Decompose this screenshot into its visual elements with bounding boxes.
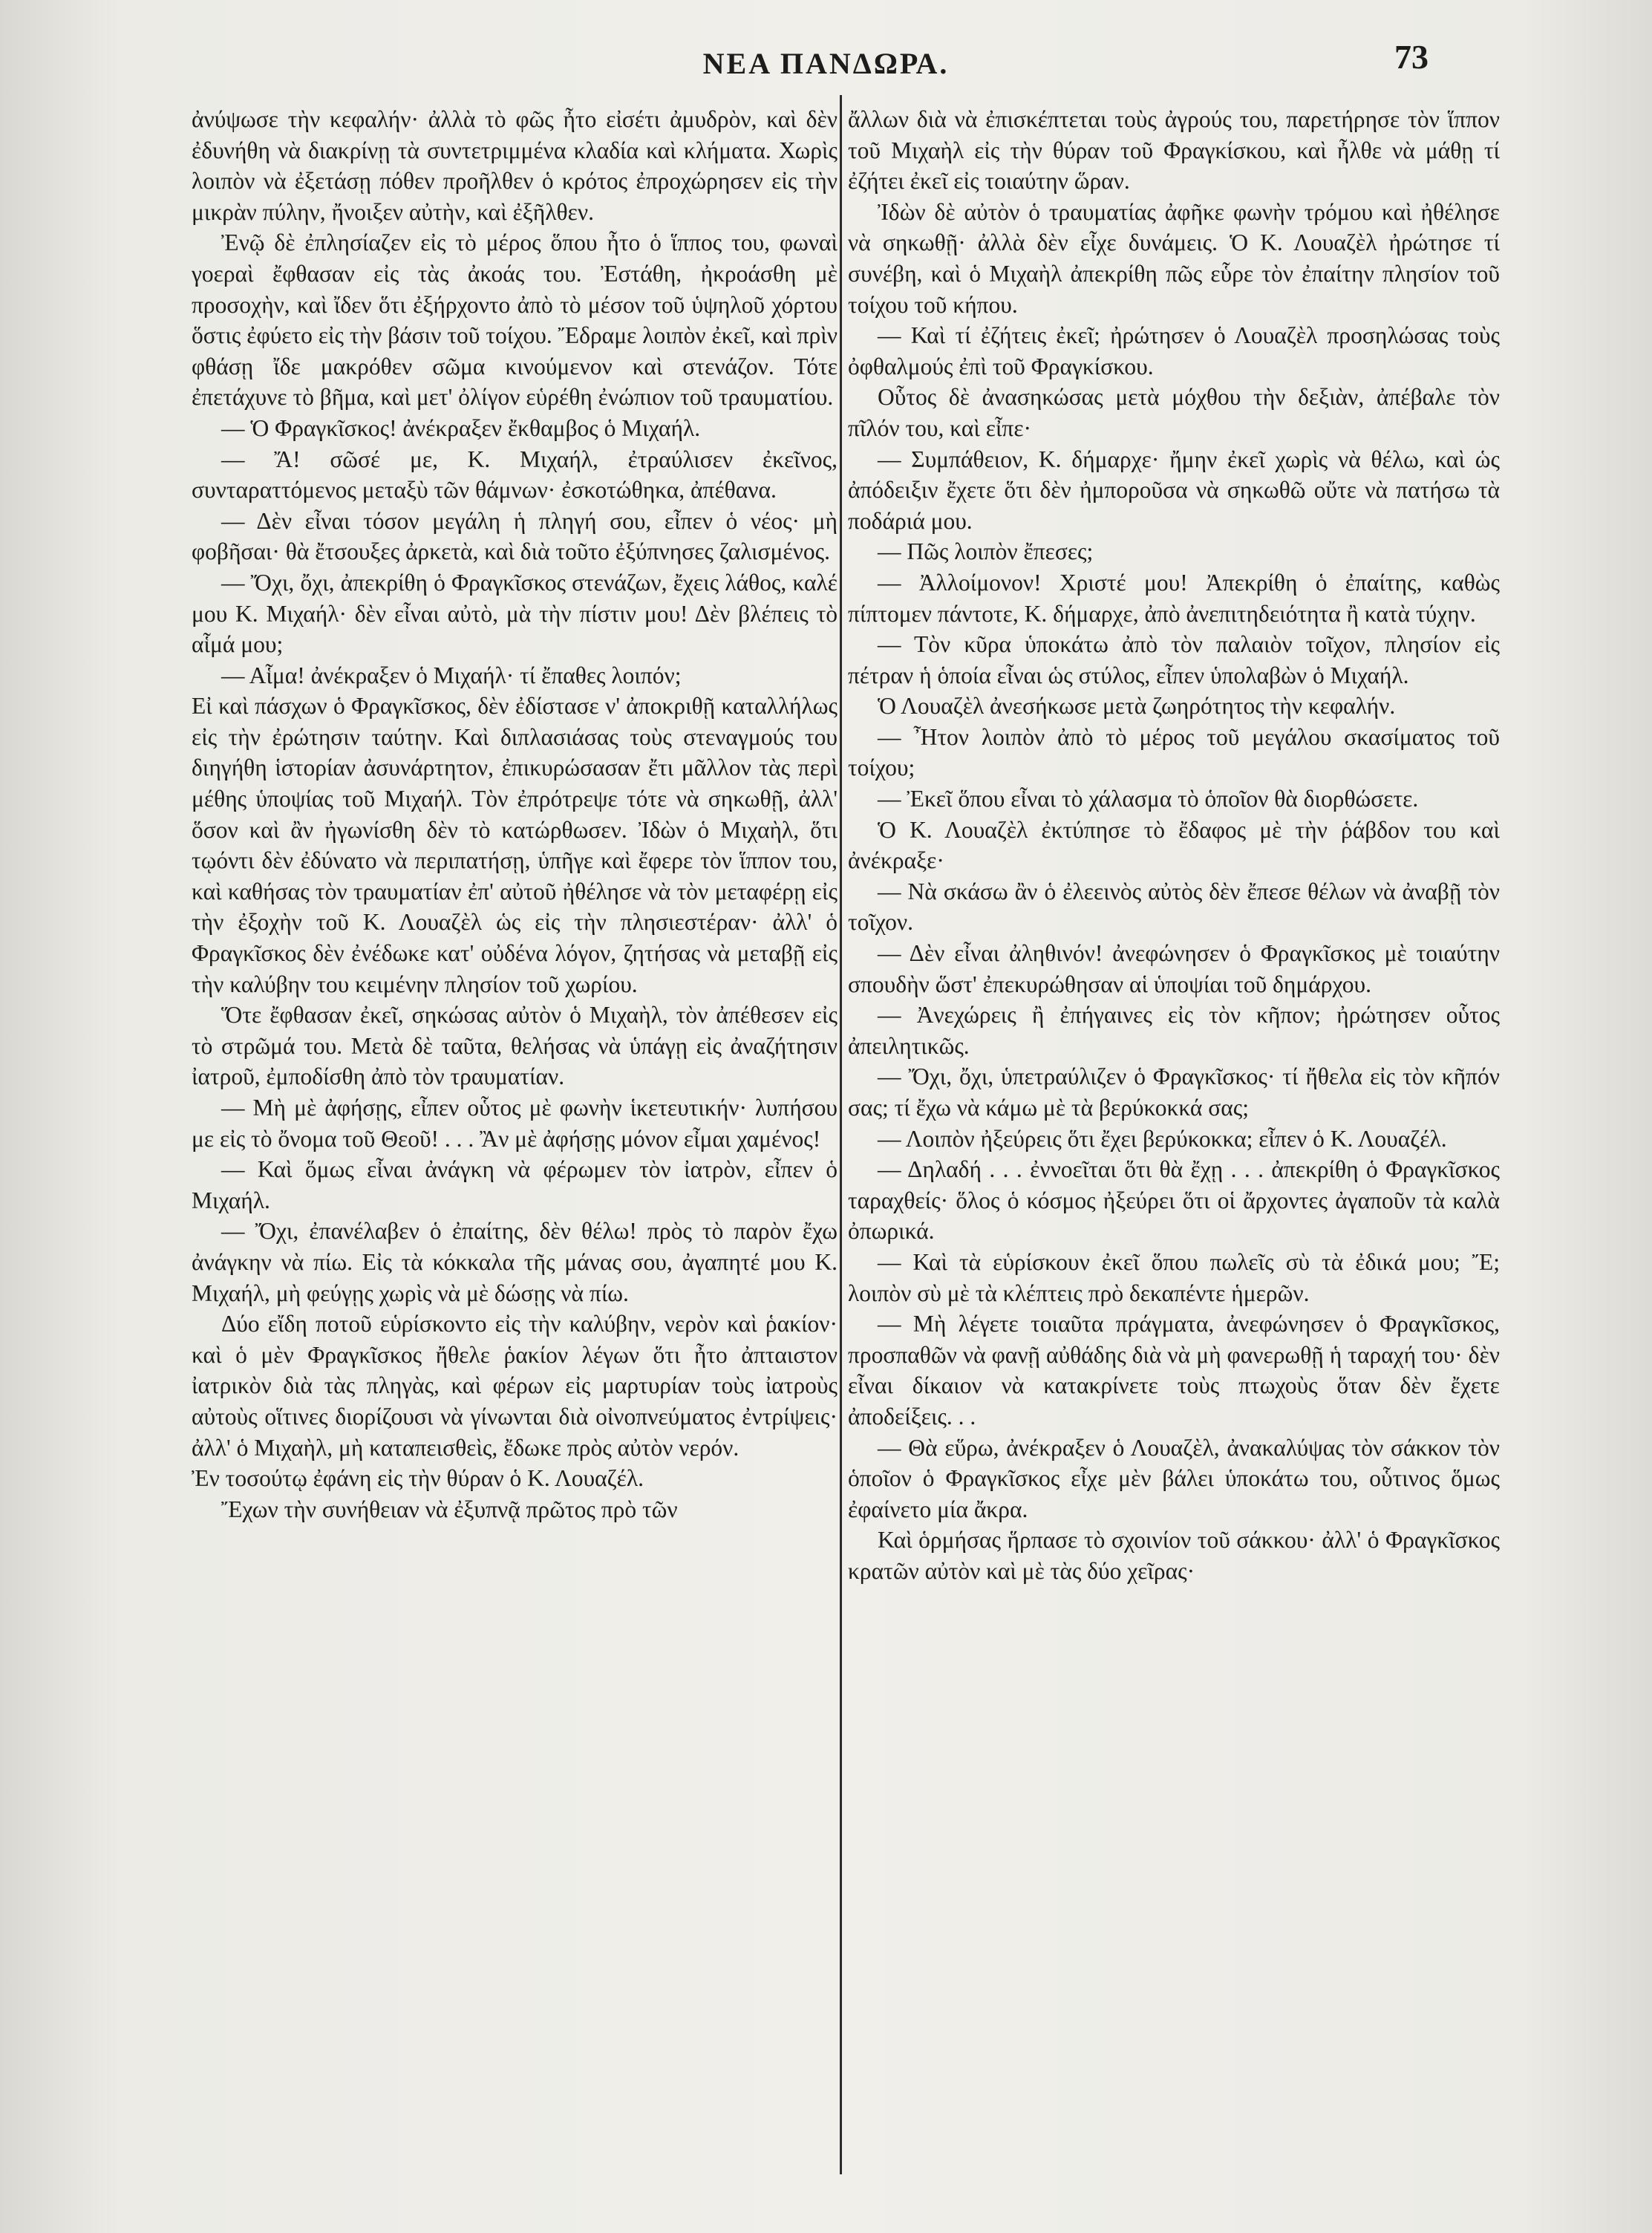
paragraph: Ἰδὼν δὲ αὐτὸν ὁ τραυματίας ἀφῆκε φωνὴν τρόμου καὶ ἠθέλησε νὰ σηκωθῇ· ἀλλὰ δὲν εἶχε δυνάμεις. Ὁ Κ. Λουαζὲλ ἠρώτησε τί συνέβη, καὶ ὁ Μιχαὴλ ἀπεκρίθη πῶς εὗρε τὸν ἐπαίτην πλησίον τοῦ τοίχου τοῦ κήπου.	[848, 198, 1500, 318]
paragraph: — Ὄχι, ὄχι, ἀπεκρίθη ὁ Φραγκῖσκος στενάζων, ἔχεις λάθος, καλέ μου Κ. Μιχαήλ· δὲν εἶναι αὐτὸ, μὰ τὴν πίστιν μου! Δὲν βλέπεις τὸ αἷμά μου;	[192, 569, 838, 658]
column-divider	[840, 95, 842, 2174]
paragraph: Ἐν τοσούτῳ ἐφάνη εἰς τὴν θύραν ὁ Κ. Λουαζέλ.	[192, 1465, 644, 1492]
paragraph: Οὗτος δὲ ἀνασηκώσας μετὰ μόχθου τὴν δεξιὰν, ἀπέβαλε τὸν πῖλόν του, καὶ εἶπε·	[848, 384, 1500, 441]
paragraph: — Αἷμα! ἀνέκραξεν ὁ Μιχαήλ· τί ἔπαθες λοιπόν;	[221, 662, 682, 688]
paragraph: — Θὰ εὕρω, ἀνέκραξεν ὁ Λουαζὲλ, ἀνακαλύψας τὸν σάκκον τὸν ὁποῖον ὁ Φραγκῖσκος εἶχε μὲν βάλει ὑποκάτω του, οὗτινος ὅμως ἐφαίνετο μία ἄκρα.	[848, 1434, 1500, 1522]
paragraph: — Ὁ Φραγκῖσκος! ἀνέκραξεν ἔκθαμβος ὁ Μιχαήλ.	[221, 414, 701, 441]
paragraph: ἄλλων διὰ νὰ ἐπισκέπτεται τοὺς ἀγρούς του, παρετήρησε τὸν ἵππον τοῦ Μιχαὴλ εἰς τὴν θύραν τοῦ Φραγκίσκου, καὶ ἦλθε νὰ μάθῃ τί ἐζήτει ἐκεῖ εἰς τοιαύτην ὥραν.	[848, 106, 1500, 195]
left-column	[192, 104, 838, 1525]
paragraph: ἀνύψωσε τὴν κεφαλήν· ἀλλὰ τὸ φῶς ἦτο εἰσέτι ἀμυδρὸν, καὶ δὲν ἐδυνήθη νὰ διακρίνῃ τὰ συντετριμμένα κλαδία καὶ κλήματα. Χωρὶς λοιπὸν νὰ ἐξετάσῃ πόθεν προῆλθεν ὁ κρότος ἐπροχώρησεν εἰς τὴν μικρὰν πύλην, ἤνοιξεν αὐτὴν, καὶ ἐξῆλθεν.	[192, 106, 838, 225]
paragraph: Ἔχων τὴν συνήθειαν νὰ ἐξυπνᾷ πρῶτος πρὸ τῶν	[221, 1496, 678, 1522]
paragraph: Καὶ ὁρμήσας ἥρπασε τὸ σχοινίον τοῦ σάκκου· ἀλλ' ὁ Φραγκῖσκος κρατῶν αὐτὸν καὶ μὲ τὰς δύο χεῖρας·	[848, 1527, 1500, 1584]
paragraph: Δύο εἴδη ποτοῦ εὑρίσκοντο εἰς τὴν καλύβην, νερὸν καὶ ῥακίον· καὶ ὁ μὲν Φραγκῖσκος ἤθελε ῥακίον λέγων ὅτι ἦτο ἀπταιστον ἰατρικὸν διὰ τὰς πληγὰς, καὶ φέρων εἰς μαρτυρίαν τοὺς ἰατροὺς αὐτοὺς οἵτινες διορίζουσι νὰ γίνωνται διὰ οἰνοπνεύματος ἐντρίψεις· ἀλλ' ὁ Μιχαὴλ, μὴ καταπεισθεὶς, ἔδωκε πρὸς αὐτὸν νερόν.	[192, 1311, 838, 1461]
paragraph: — Καὶ ὅμως εἶναι ἀνάγκη νὰ φέρωμεν τὸν ἰατρὸν, εἶπεν ὁ Μιχαήλ.	[192, 1156, 838, 1213]
paragraph: — Τὸν κῦρα ὑποκάτω ἀπὸ τὸν παλαιὸν τοῖχον, πλησίον εἰς πέτραν ἡ ὁποία εἶναι ὡς στύλος, εἶπεν ὑπολαβὼν ὁ Μιχαήλ.	[848, 631, 1500, 688]
paragraph: — Ἀλλοίμονον! Χριστέ μου! Ἀπεκρίθη ὁ ἐπαίτης, καθὼς πίπτομεν πάντοτε, Κ. δήμαρχε, ἀπὸ ἀνεπιτηδειότητα ἢ κατὰ τύχην.	[848, 569, 1500, 627]
paragraph: — Καὶ τὰ εὑρίσκουν ἐκεῖ ὅπου πωλεῖς σὺ τὰ ἐδικά μου; Ἔ; λοιπὸν σὺ μὲ τὰ κλέπτεις πρὸ δεκαπέντε ἡμερῶν.	[848, 1248, 1500, 1306]
paragraph: — Συμπάθειον, Κ. δήμαρχε· ἤμην ἐκεῖ χωρὶς νὰ θέλω, καὶ ὡς ἀπόδειξιν ἔχετε ὅτι δὲν ἠμποροῦσα νὰ σηκωθῶ οὔτε νὰ πατήσω τὰ ποδάριά μου.	[848, 446, 1500, 534]
right-column	[848, 104, 1500, 1587]
page-number: 73	[1394, 38, 1429, 76]
paragraph: — Ἀνεχώρεις ἢ ἐπήγαινες εἰς τὸν κῆπον; ἠρώτησεν οὗτος ἀπειλητικῶς.	[848, 1002, 1500, 1059]
paragraph: — Ἦτον λοιπὸν ἀπὸ τὸ μέρος τοῦ μεγάλου σκασίματος τοῦ τοίχου;	[848, 723, 1500, 781]
paragraph: — Δὲν εἶναι τόσον μεγάλη ἡ πληγή σου, εἶπεν ὁ νέος· μὴ φοβῆσαι· θὰ ἔτσουξες ἀρκετὰ, καὶ διὰ τοῦτο ἐξύπνησες ζαλισμένος.	[192, 507, 838, 565]
paragraph: Ὅτε ἔφθασαν ἐκεῖ, σηκώσας αὐτὸν ὁ Μιχαὴλ, τὸν ἀπέθεσεν εἰς τὸ στρῶμά του. Μετὰ δὲ ταῦτα, θελήσας νὰ ὑπάγῃ εἰς ἀναζήτησιν ἰατροῦ, ἐμποδίσθη ἀπὸ τὸν τραυματίαν.	[192, 1002, 838, 1090]
paragraph: Ὁ Λουαζὲλ ἀνεσήκωσε μετὰ ζωηρότητος τὴν κεφαλήν.	[878, 693, 1396, 720]
paragraph: — Καὶ τί ἐζήτεις ἐκεῖ; ἠρώτησεν ὁ Λουαζὲλ προσηλώσας τοὺς ὀφθαλμούς ἐπὶ τοῦ Φραγκίσκου.	[848, 322, 1500, 379]
paragraph: — Ὄχι, ὄχι, ὑπετραύλιζεν ὁ Φραγκῖσκος· τί ἤθελα εἰς τὸν κῆπόν σας; τί ἔχω νὰ κάμω μὲ τὰ βερύκοκκά σας;	[848, 1063, 1500, 1121]
paragraph: Ἐνῷ δὲ ἐπλησίαζεν εἰς τὸ μέρος ὅπου ἦτο ὁ ἵππος του, φωναὶ γοεραὶ ἔφθασαν εἰς τὰς ἀκοάς του. Ἐστάθη, ἠκροάσθη μὲ προσοχὴν, καὶ ἴδεν ὅτι ἐξήρχοντο ἀπὸ τὸ μέσον τοῦ ὑψηλοῦ χόρτου ὅστις ἐφύετο εἰς τὴν βάσιν τοῦ τοίχου. Ἔδραμε λοιπὸν ἐκεῖ, καὶ πρὶν φθάσῃ ἴδε μακρόθεν σῶμα κινούμενον καὶ στενάζον. Τότε ἐπετάχυνε τὸ βῆμα, καὶ μετ' ὀλίγον εὑρέθη ἐνώπιον τοῦ τραυματίου.	[192, 229, 838, 411]
paragraph: — Νὰ σκάσω ἂν ὁ ἐλεεινὸς αὐτὸς δὲν ἔπεσε θέλων νὰ ἀναβῇ τὸν τοῖχον.	[848, 878, 1500, 936]
paragraph: — Ὄχι, ἐπανέλαβεν ὁ ἐπαίτης, δὲν θέλω! πρὸς τὸ παρὸν ἔχω ἀνάγκην νὰ πίω. Εἰς τὰ κόκκαλα τῆς μάνας σου, ἀγαπητέ μου Κ. Μιχαήλ, μὴ φεύγῃς χωρὶς νὰ μὲ δώσῃς νὰ πίω.	[192, 1218, 838, 1306]
paragraph: — Μὴ λέγετε τοιαῦτα πράγματα, ἀνεφώνησεν ὁ Φραγκῖσκος, προσπαθῶν νὰ φανῇ αὐθάδης διὰ νὰ μὴ φανερωθῇ ἡ ταραχή του· δὲν εἶναι δίκαιον νὰ κατακρίνετε τοὺς πτωχοὺς ὅταν δὲν ἔχετε ἀποδείξεις. . .	[848, 1311, 1500, 1430]
paragraph: — Δὲν εἶναι ἀληθινόν! ἀνεφώνησεν ὁ Φραγκῖσκος μὲ τοιαύτην σπουδὴν ὥστ' ἐπεκυρώθησαν αἱ ὑποψίαι τοῦ δημάρχου.	[848, 940, 1500, 997]
paragraph: — Ἄ! σῶσέ με, Κ. Μιχαήλ, ἐτραύλισεν ἐκεῖνος, συνταραττόμενος μεταξὺ τῶν θάμνων· ἐσκοτώθηκα, ἀπέθανα.	[192, 446, 838, 503]
paragraph: — Πῶς λοιπὸν ἔπεσες;	[878, 538, 1094, 565]
paragraph: — Δηλαδή . . . ἐννοεῖται ὅτι θὰ ἔχῃ . . . ἀπεκρίθη ὁ Φραγκῖσκος ταραχθείς· ὅλος ὁ κόσμος ἠξεύρει ὅτι οἱ ἄρχοντες ἀγαποῦν τὰ καλὰ ὀπωρικά.	[848, 1156, 1500, 1245]
running-title: ΝΕΑ ΠΑΝΔΩΡΑ.	[702, 47, 950, 80]
paragraph: — Ἐκεῖ ὅπου εἶναι τὸ χάλασμα τὸ ὁποῖον θὰ διορθώσετε.	[878, 786, 1419, 812]
paragraph: Εἰ καὶ πάσχων ὁ Φραγκῖσκος, δὲν ἐδίστασε ν' ἀποκριθῇ καταλλήλως εἰς τὴν ἐρώτησιν ταύτην. Καὶ διπλασιάσας τοὺς στεναγμούς του διηγήθη ἱστορίαν ἀσυνάρτητον, ἐπικυρώσασαν ἔτι μᾶλλον τὰς περὶ μέθης ὑποψίας τοῦ Μιχαήλ. Τὸν ἐπρότρεψε τότε νὰ σηκωθῇ, ἀλλ' ὅσον καὶ ἂν ἠγωνίσθη δὲν τὸ κατώρθωσεν. Ἰδὼν ὁ Μιχαὴλ, ὅτι τῳόντι δὲν ἐδύνατο νὰ περιπατήσῃ, ὑπῆγε καὶ ἔφερε τὸν ἵππον του, καὶ καθήσας τὸν τραυματίαν ἐπ' αὐτοῦ ἠθέλησε νὰ τὸν μεταφέρῃ εἰς τὴν ἐξοχὴν τοῦ Κ. Λουαζὲλ ὡς εἰς τὴν πλησιεστέραν· ἀλλ' ὁ Φραγκῖσκος δὲν ἐνέδωκε κατ' οὐδένα λόγον, ζητήσας νὰ μεταβῇ εἰς τὴν καλύβην του κειμένην πλησίον τοῦ χωρίου.	[192, 693, 838, 997]
paragraph: — Μὴ μὲ ἀφήσῃς, εἶπεν οὗτος μὲ φωνὴν ἱκετευτικήν· λυπήσου με εἰς τὸ ὄνομα τοῦ Θεοῦ! . . . Ἂν μὲ ἀφήσῃς μόνον εἶμαι χαμένος!	[192, 1095, 838, 1152]
paragraph: — Λοιπὸν ἠξεύρεις ὅτι ἔχει βερύκοκκα; εἶπεν ὁ Κ. Λουαζέλ.	[878, 1125, 1447, 1152]
paragraph: Ὁ Κ. Λουαζὲλ ἐκτύπησε τὸ ἔδαφος μὲ τὴν ῥάβδον του καὶ ἀνέκραξε·	[848, 816, 1500, 874]
